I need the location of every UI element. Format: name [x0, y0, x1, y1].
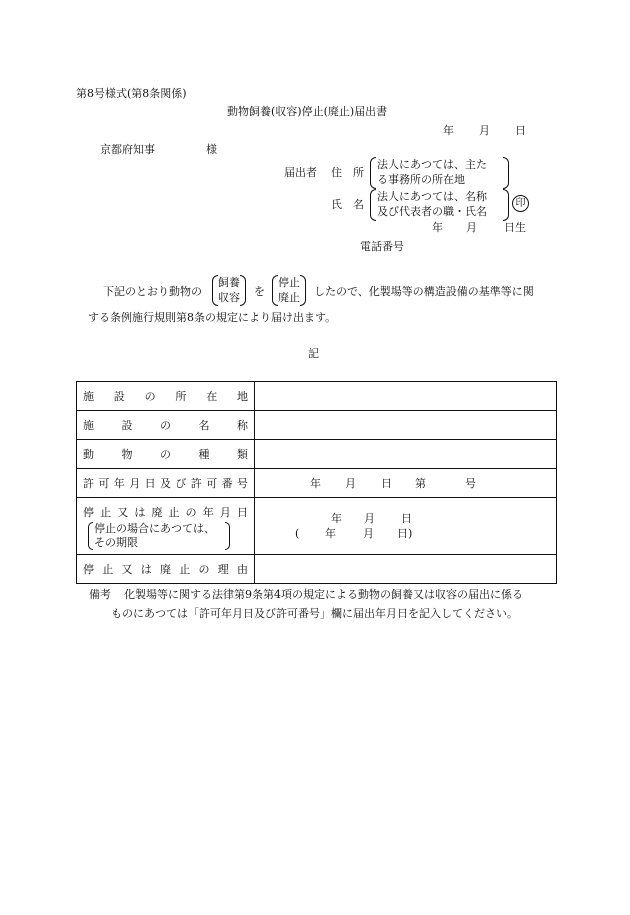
reason-field[interactable] — [255, 555, 557, 584]
option1-feeding: 飼養 — [218, 276, 240, 289]
option2-abolish: 廃止 — [278, 291, 300, 304]
deadline-year: 年 — [325, 527, 336, 540]
notification-table — [76, 381, 557, 584]
row-label-facility-name: 施設の名称 — [77, 411, 255, 440]
option1-housing: 収容 — [218, 291, 240, 304]
address-note-bracket-right — [503, 157, 509, 189]
permit-date-number-field[interactable] — [255, 469, 557, 498]
stop-note-line2: その期限 — [94, 536, 138, 549]
name-note-line1: 法人にあつては、名称 — [377, 190, 487, 203]
body-text-line2: する条例施行規則第8条の規定により届け出ます。 — [88, 311, 337, 324]
submission-year: 年 — [443, 124, 454, 137]
body-particle: を — [254, 285, 265, 298]
row-label-reason: 停止又は廃止の理由 — [77, 555, 255, 584]
option2-bracket-right — [300, 275, 306, 306]
submission-month: 月 — [479, 124, 490, 137]
remarks-line1: 化製場等に関する法律第9条第4項の規定による動物の飼養又は収容の届出に係る — [124, 588, 523, 601]
row-label-permit-date-number: 許可年月日及び許可番号 — [77, 469, 255, 498]
phone-label: 電話番号 — [360, 240, 404, 253]
table-row — [77, 555, 557, 584]
address-note-bracket-left — [370, 157, 376, 189]
permit-day: 日 — [381, 477, 392, 490]
submission-day: 日 — [515, 124, 526, 137]
row-label-facility-location: 施設の所在地 — [77, 382, 255, 411]
permit-dai: 第 — [415, 477, 426, 490]
table-row — [77, 469, 557, 498]
table-row — [77, 382, 557, 411]
table-row — [77, 440, 557, 469]
option1-bracket-right — [240, 275, 246, 306]
document-title: 動物飼養(収容)停止(廃止)届出書 — [227, 105, 388, 118]
table-row — [77, 411, 557, 440]
birth-year: 年 — [432, 221, 443, 234]
stop-month: 月 — [364, 512, 375, 525]
row-label-stop-date: 停止又は廃止の年月日 — [83, 506, 248, 519]
body-text-part1: 下記のとおり動物の — [103, 285, 202, 298]
deadline-day: 日) — [397, 527, 413, 540]
body-text-part2: したので、化製場等の構造設備の基準等に関 — [314, 285, 534, 298]
birth-day: 日生 — [504, 221, 526, 234]
deadline-month: 月 — [363, 527, 374, 540]
name-label: 氏 名 — [331, 198, 364, 211]
form-number: 第8号様式(第8条関係) — [76, 87, 187, 100]
deadline-paren-open: ( — [295, 527, 300, 540]
option2-stop: 停止 — [278, 276, 300, 289]
name-note-line2: 及び代表者の職・氏名 — [377, 205, 487, 218]
row-label-stop-date-cell — [77, 498, 255, 555]
stop-note-bracket-right — [225, 522, 230, 550]
facility-location-field[interactable] — [255, 382, 557, 411]
addressee-name: 京都府知事 — [100, 143, 155, 156]
applicant-label: 届出者 — [284, 166, 317, 179]
stop-day: 日 — [401, 512, 412, 525]
animal-type-field[interactable] — [255, 440, 557, 469]
permit-year: 年 — [310, 477, 321, 490]
addressee-honorific: 様 — [206, 143, 217, 156]
remarks-line2: ものにあつては「許可年月日及び許可番号」欄に届出年月日を記入してください。 — [111, 607, 518, 620]
stop-note-bracket-left — [88, 522, 93, 550]
seal-mark: 印 — [512, 195, 529, 212]
remarks-label: 備考 — [89, 588, 111, 601]
row-label-animal-type: 動物の種類 — [77, 440, 255, 469]
stop-note-line1: 停止の場合にあつては、 — [94, 522, 215, 535]
table-row — [77, 498, 557, 555]
name-note-bracket-left — [370, 189, 376, 221]
permit-month: 月 — [345, 477, 356, 490]
facility-name-field[interactable] — [255, 411, 557, 440]
stop-year: 年 — [331, 512, 342, 525]
address-label: 住 所 — [331, 166, 364, 179]
birth-month: 月 — [466, 221, 477, 234]
address-note-line1: 法人にあつては、主た — [377, 158, 487, 171]
permit-go: 号 — [465, 477, 476, 490]
stop-date-field[interactable] — [255, 498, 557, 555]
name-note-bracket-right — [503, 189, 509, 221]
ki-heading: 記 — [308, 347, 319, 360]
address-note-line2: る事務所の所在地 — [377, 173, 465, 186]
